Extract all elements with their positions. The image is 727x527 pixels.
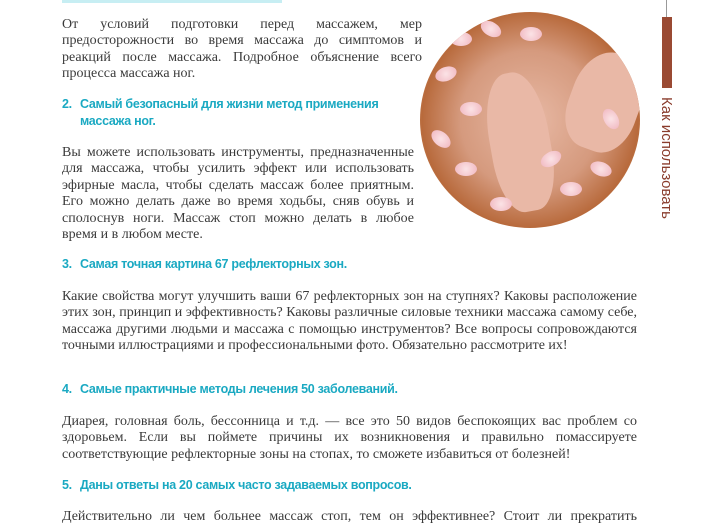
- previous-heading-fragment: [62, 0, 282, 3]
- section-heading-2: [62, 96, 422, 129]
- section-3-paragraph: Какие свойства могут улучшить ваши 67 рефлекторных зон на ступнях? Каковы расположение этих зон, принцип и эффективность? Каковы различные силовые техники массажа самому себе, массажа другими людьми и массажа с помощью инструментов? Все вопросы сопровождаются точными иллюстрациями и профессиональными фото. Обязательно рассмотрите их!: [62, 289, 637, 354]
- section-heading-4: [62, 381, 642, 398]
- section-2-paragraph: Вы можете использовать инструменты, предназначенные для массажа, чтобы усилить эффект или использовать эфирные масла, чтобы сделать массаж более приятным. Его можно делать даже во время ходьбы, сняв обувь и сполоснув ноги. Массаж стоп можно делать в любое время и в любом месте.: [62, 145, 414, 243]
- intro-paragraph: От условий подготовки перед массажем, мер предосторожности во время массажа до симптомов и реакций после массажа. Подробное объяснение всего процесса массажа ног.: [62, 17, 422, 82]
- section-title: Самые практичные методы лечения 50 заболеваний.: [80, 382, 398, 396]
- tab-connector-line: [666, 0, 667, 17]
- section-number: 3.: [62, 257, 72, 271]
- section-number: 2.: [62, 97, 72, 111]
- section-title: Самая точная картина 67 рефлекторных зон.: [80, 257, 347, 271]
- section-4-paragraph: Диарея, головная боль, бессонница и т.д. — все это 50 видов беспокоящих вас проблем со здоровьем. Если вы поймете причины их возникновения и правильно помассируете соответствующие рефлекторные зоны на стопах, то сможете избавиться от болезней!: [62, 414, 637, 462]
- section-number: 4.: [62, 382, 72, 396]
- section-number: 5.: [62, 478, 72, 492]
- section-heading-5: [62, 477, 642, 494]
- chapter-tab-bar: [662, 17, 672, 88]
- foot-bath-photo: [420, 12, 640, 228]
- section-title: Самый безопасный для жизни метод применения массажа ног.: [80, 97, 379, 128]
- section-heading-3: [62, 256, 642, 273]
- chapter-tab-label: Как использовать: [658, 97, 675, 219]
- section-5-paragraph: Действительно ли чем больнее массаж стоп, тем он эффективнее? Стоит ли прекратить: [62, 509, 637, 524]
- section-title: Даны ответы на 20 самых часто задаваемых вопросов.: [80, 478, 412, 492]
